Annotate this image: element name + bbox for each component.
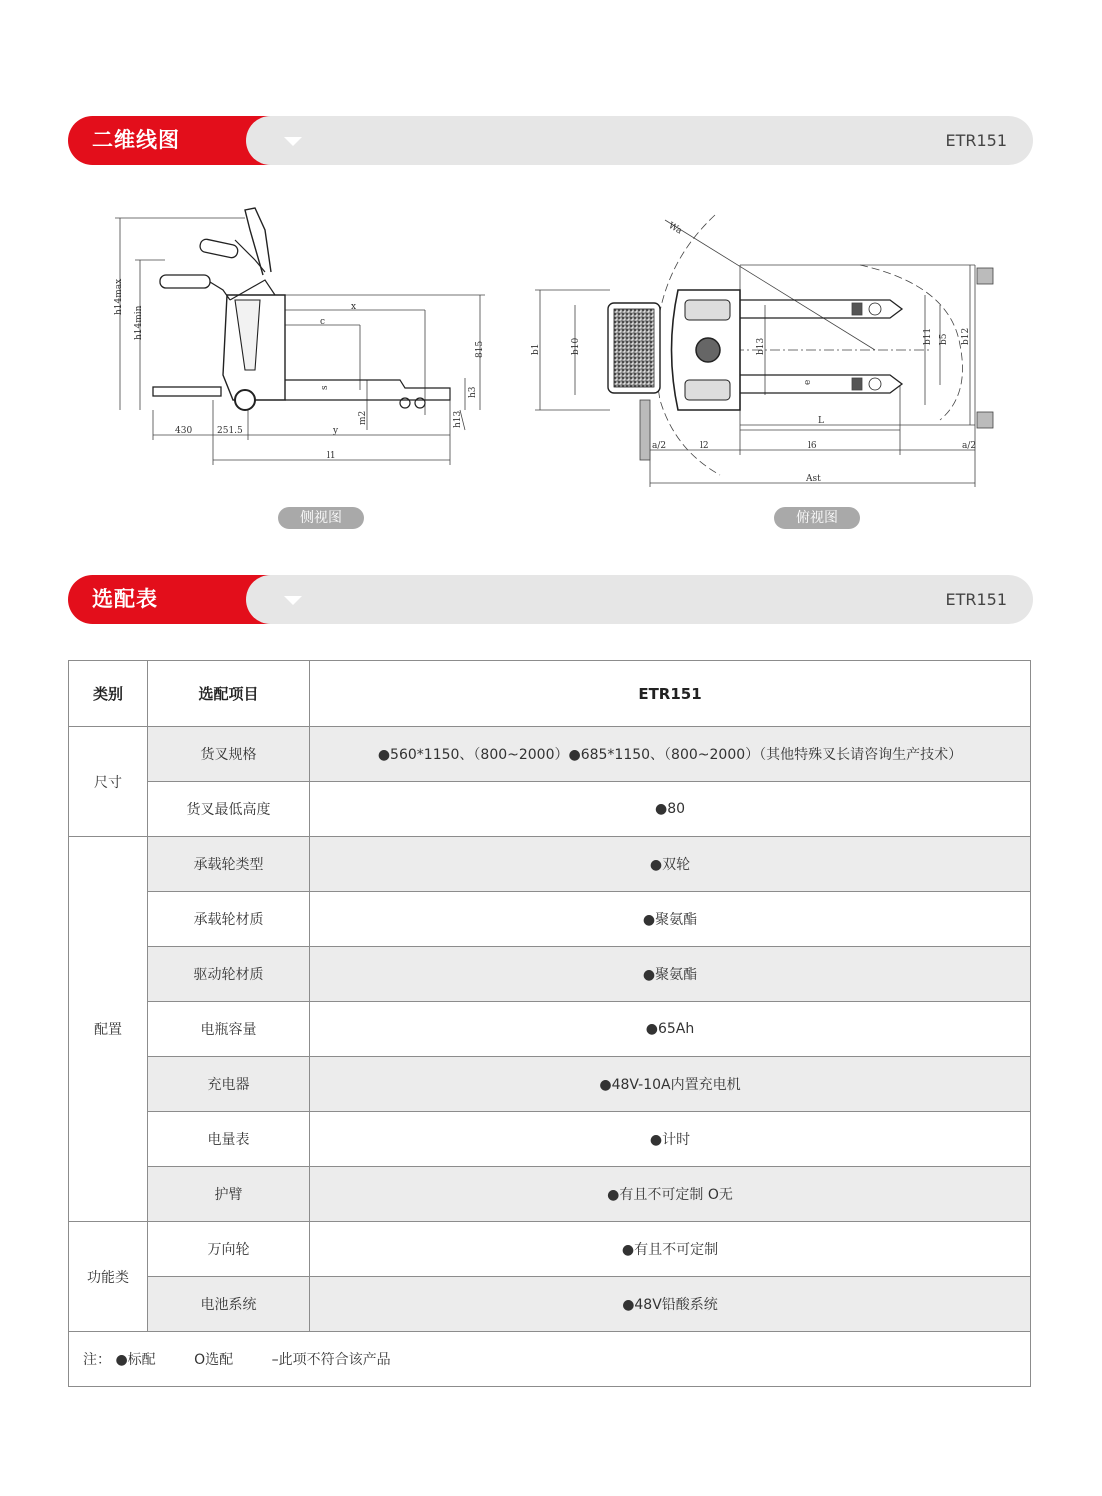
value-cell: ●80 [310, 782, 1031, 837]
dim-c: c [320, 317, 326, 327]
dim-a2-right: a/2 [962, 441, 977, 451]
value-cell: ●48V-10A内置充电机 [310, 1057, 1031, 1112]
dim-b13: b13 [756, 337, 766, 355]
item-cell: 承载轮类型 [148, 837, 310, 892]
table-row [69, 1112, 1031, 1167]
table-row [69, 782, 1031, 837]
dim-m2: m2 [358, 410, 368, 425]
dim-a2-left: a/2 [652, 441, 667, 451]
dim-s: s [320, 385, 330, 390]
dim-l6: l6 [808, 441, 817, 451]
chevron-down-icon[interactable] [284, 596, 302, 605]
options-table [68, 660, 1031, 1387]
value-cell: ●48V铅酸系统 [310, 1277, 1031, 1332]
table-row [69, 1222, 1031, 1277]
dim-e: e [803, 379, 813, 385]
dim-b5: b5 [939, 333, 949, 345]
item-cell: 承载轮材质 [148, 892, 310, 947]
value-cell: ●有且不可定制 O无 [310, 1167, 1031, 1222]
model-tag: ETR151 [945, 590, 1007, 609]
value-cell: ●有且不可定制 [310, 1222, 1031, 1277]
section-title: 选配表 [92, 587, 158, 611]
top-view-caption: 俯视图 [774, 507, 860, 529]
table-row [69, 947, 1031, 1002]
header-item: 选配项目 [148, 661, 310, 727]
dim-h13: h13 [453, 410, 463, 428]
header-category: 类别 [69, 661, 148, 727]
value-cell: ●计时 [310, 1112, 1031, 1167]
value-cell: ●双轮 [310, 837, 1031, 892]
dim-wa: Wa [666, 220, 684, 237]
item-cell: 电池系统 [148, 1277, 310, 1332]
category-cell: 功能类 [69, 1222, 148, 1332]
table-row [69, 837, 1031, 892]
top-view-drawing [530, 205, 1000, 490]
model-tag: ETR151 [945, 131, 1007, 150]
dim-251: 251.5 [217, 426, 243, 436]
dim-h14max: h14max [114, 278, 124, 315]
section-title: 二维线图 [92, 128, 180, 152]
table-note-row [69, 1332, 1031, 1387]
dim-l1: l1 [327, 451, 336, 461]
table-header-row [69, 661, 1031, 727]
dim-l2: l2 [700, 441, 709, 451]
table-row [69, 1002, 1031, 1057]
table-row [69, 1277, 1031, 1332]
side-view-caption: 侧视图 [278, 507, 364, 529]
dim-x: x [351, 302, 357, 312]
item-cell: 护臂 [148, 1167, 310, 1222]
table-row [69, 1057, 1031, 1112]
dim-y: y [333, 426, 339, 436]
value-cell: ●聚氨酯 [310, 892, 1031, 947]
dim-h3: h3 [468, 386, 478, 398]
item-cell: 万向轮 [148, 1222, 310, 1277]
dim-815: 815 [475, 340, 485, 358]
header-model: ETR151 [310, 661, 1031, 727]
note-optional: O选配 [194, 1352, 234, 1368]
table-row [69, 892, 1031, 947]
note-prefix: 注： [83, 1352, 111, 1368]
item-cell: 货叉最低高度 [148, 782, 310, 837]
dim-b10: b10 [571, 337, 581, 355]
dim-b1: b1 [531, 343, 541, 355]
category-cell: 尺寸 [69, 727, 148, 837]
section-header-options [68, 575, 1033, 624]
legend-note [69, 1332, 1031, 1387]
side-view-drawing [105, 200, 505, 475]
dim-h14min: h14min [134, 305, 144, 340]
section-header-drawings [68, 116, 1033, 165]
item-cell: 充电器 [148, 1057, 310, 1112]
table-row [69, 1167, 1031, 1222]
note-na: –此项不符合该产品 [271, 1352, 391, 1368]
note-standard: ●标配 [115, 1352, 156, 1368]
dim-ast: Ast [806, 474, 821, 484]
category-cell: 配置 [69, 837, 148, 1222]
dim-b12: b12 [961, 327, 971, 345]
item-cell: 电瓶容量 [148, 1002, 310, 1057]
value-cell: ●65Ah [310, 1002, 1031, 1057]
dim-430: 430 [175, 426, 193, 436]
item-cell: 驱动轮材质 [148, 947, 310, 1002]
dim-b11: b11 [923, 327, 933, 345]
value-cell: ●聚氨酯 [310, 947, 1031, 1002]
table-row [69, 727, 1031, 782]
item-cell: 电量表 [148, 1112, 310, 1167]
chevron-down-icon[interactable] [284, 137, 302, 146]
item-cell: 货叉规格 [148, 727, 310, 782]
value-cell: ●560*1150、（800~2000）●685*1150、（800~2000）（其他特殊叉长请咨询生产技术） [310, 727, 1031, 782]
dim-L: L [818, 416, 824, 426]
